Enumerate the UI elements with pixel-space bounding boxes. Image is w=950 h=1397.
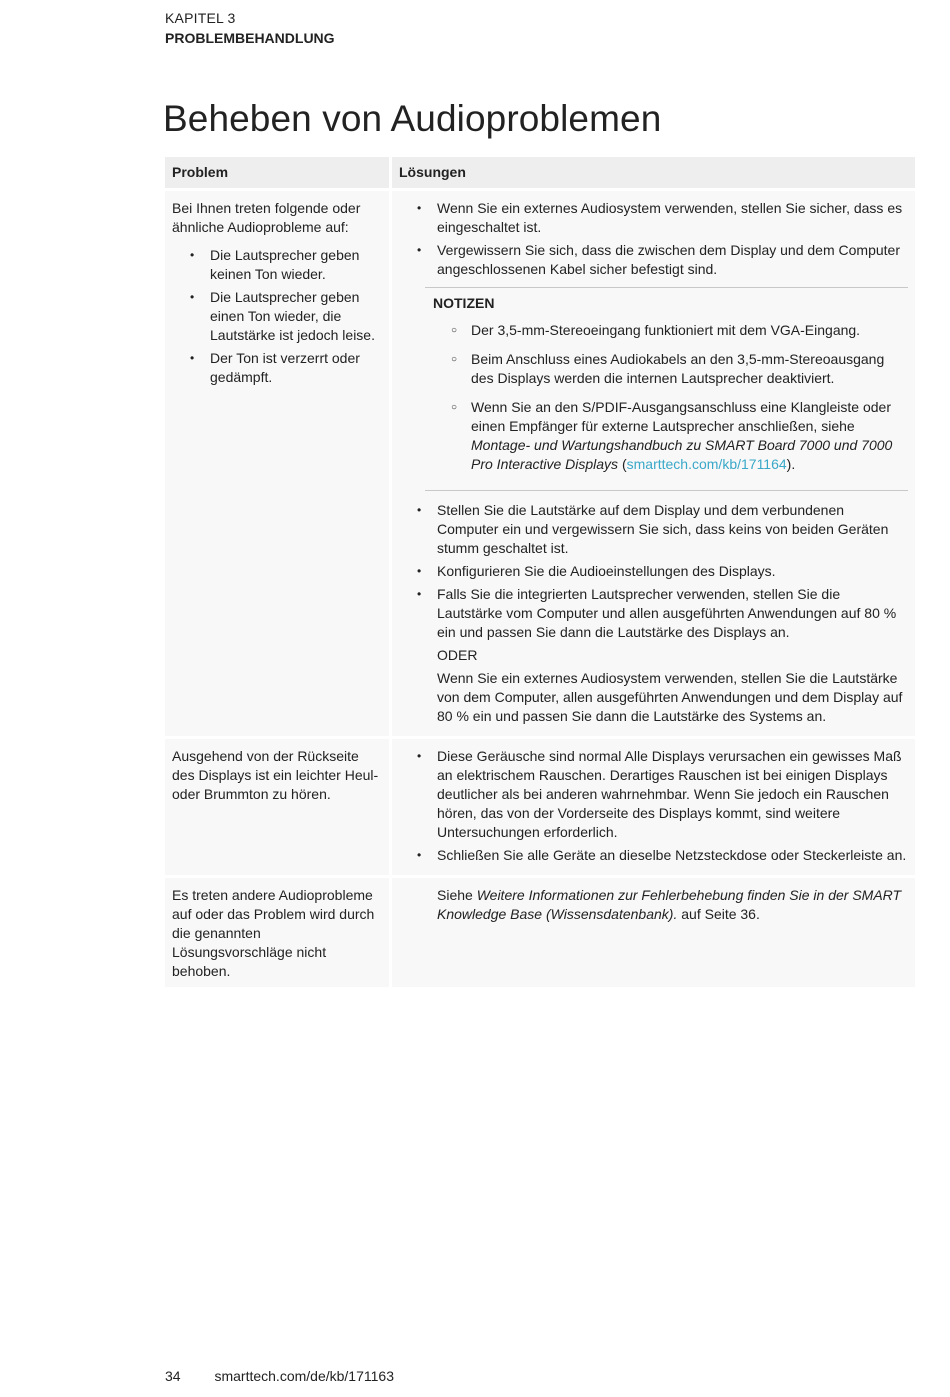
kb-link[interactable]: Weitere Informationen zur Fehlerbehebung finden Sie in der SMART Knowledge Base (Wissensdatenbank). <box>437 887 902 922</box>
column-header-problem: Problem <box>165 157 389 188</box>
chapter-label: KAPITEL 3 <box>165 10 236 26</box>
list-item: ○ Der 3,5-mm-Stereoeingang funktioniert mit dem VGA-Eingang. <box>451 321 908 340</box>
manual-link[interactable]: smarttech.com/kb/171164 <box>626 456 787 472</box>
page-title: Beheben von Audioproblemen <box>163 98 662 139</box>
problem-intro: Bei Ihnen treten folgende oder ähnliche Audioprobleme auf: <box>172 200 361 235</box>
problem-cell: Ausgehend von der Rückseite des Displays ist ein leichter Heul- oder Brummton zu hören. <box>165 739 389 875</box>
oder-label: ODER <box>437 647 478 663</box>
list-item: • Die Lautsprecher geben einen Ton wieder, die Lautstärke ist jedoch leise. <box>190 288 382 345</box>
see-reference <box>399 886 908 924</box>
list-item <box>451 398 908 474</box>
list-item: • Der Ton ist verzerrt oder gedämpft. <box>190 349 382 387</box>
page-footer <box>165 1366 394 1386</box>
column-header-solutions: Lösungen <box>392 157 915 188</box>
running-header <box>165 8 335 48</box>
list-item: • Konfigurieren Sie die Audioeinstellungen des Displays. <box>417 562 908 581</box>
page-number: 34 <box>165 1368 181 1384</box>
footer-url[interactable]: smarttech.com/de/kb/171163 <box>214 1368 394 1384</box>
note-title: NOTIZEN <box>433 295 495 311</box>
page-ref: auf Seite 36. <box>677 906 760 922</box>
note-text: ( <box>618 456 627 472</box>
solutions-cell <box>392 878 915 987</box>
list-item: • Schließen Sie alle Geräte an dieselbe Netzsteckdose oder Steckerleiste an. <box>417 846 908 865</box>
list-item: ○ Beim Anschluss eines Audiokabels an den 3,5-mm-Stereoausgang des Displays werden die internen Lautsprecher deaktiviert. <box>451 350 908 388</box>
note-text: Wenn Sie an den S/PDIF-Ausgangsanschluss eine Klangleiste oder einen Empfänger für externe Lautsprecher anschließen, siehe <box>471 399 891 434</box>
problem-cell <box>165 191 389 736</box>
note-list <box>433 321 908 474</box>
list-item: • Die Lautsprecher geben keinen Ton wieder. <box>190 246 382 284</box>
table-row <box>165 191 915 736</box>
note-box <box>425 287 908 491</box>
problem-list <box>172 246 382 387</box>
table-row <box>165 878 915 987</box>
list-item: • Wenn Sie ein externes Audiosystem verwenden, stellen Sie sicher, dass es eingeschaltet ist. <box>417 199 908 237</box>
solutions-cell <box>392 739 915 875</box>
list-item: • Vergewissern Sie sich, dass die zwischen dem Display und dem Computer angeschlossenen Kabel sicher befestigt sind. <box>417 241 908 279</box>
list-item: • Diese Geräusche sind normal Alle Displays verursachen ein gewisses Maß an elektrischem Rauschen. Derartiges Rauschen ist bei einigen Displays deutlicher als bei anderen wahrnehmbar. Wenn Sie jedoch ein Rauschen hören, das von der Vorderseite des Displays kommt, sind weitere Untersuchungen erforderlich. <box>417 747 908 842</box>
solutions-cell <box>392 191 915 736</box>
table-header-row <box>165 157 915 188</box>
note-text: ). <box>786 456 796 472</box>
problem-cell: Es treten andere Audioprobleme auf oder das Problem wird durch die genannten Lösungsvorschläge nicht behoben. <box>165 878 389 987</box>
section-label: PROBLEMBEHANDLUNG <box>165 30 335 46</box>
solutions-list <box>399 501 908 642</box>
list-item: • Falls Sie die integrierten Lautsprecher verwenden, stellen Sie die Lautstärke vom Computer und allen ausgeführten Anwendungen auf 80 % ein und passen Sie dann die Lautstärke des Displays an. <box>417 585 908 642</box>
solutions-list <box>399 747 908 865</box>
see-text: Siehe <box>437 887 477 903</box>
external-audio-text: Wenn Sie ein externes Audiosystem verwenden, stellen Sie die Lautstärke von dem Computer, allen ausgeführten Anwendungen und dem Display auf 80 % ein und passen Sie dann die Lautstärke des Systems an. <box>437 670 903 724</box>
troubleshooting-table <box>162 154 918 990</box>
list-item: • Stellen Sie die Lautstärke auf dem Display und dem verbundenen Computer ein und vergewissern Sie sich, dass keins von beiden Geräten stumm geschaltet ist. <box>417 501 908 558</box>
solutions-list <box>399 199 908 279</box>
manual-title: Montage- und Wartungshandbuch zu SMART Board 7000 und 7000 Pro Interactive Displays <box>471 437 893 472</box>
table-row <box>165 739 915 875</box>
